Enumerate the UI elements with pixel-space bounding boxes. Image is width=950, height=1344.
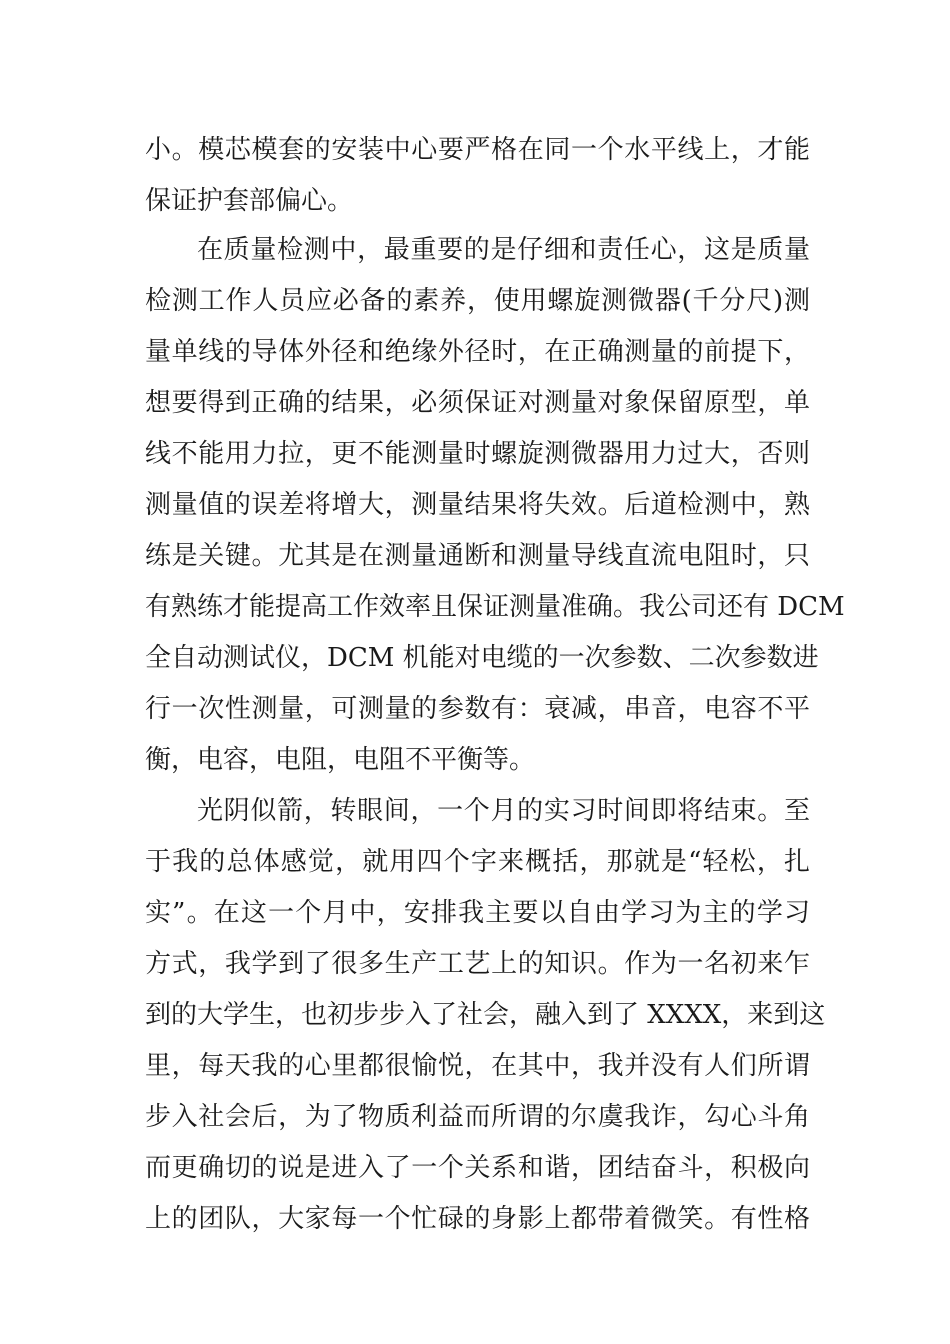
text-line: 衡，电容，电阻，电阻不平衡等。 [145, 745, 536, 775]
paragraph-start-line: 光阴似箭，转眼间，一个月的实习时间即将结束。至 [197, 796, 810, 826]
text-line: 检测工作人员应必备的素养，使用螺旋测微器(千分尺)测 [145, 286, 810, 316]
text-line: 里，每天我的心里都很愉悦，在其中，我并没有人们所谓 [145, 1051, 810, 1081]
text-line: 量单线的导体外径和绝缘外径时，在正确测量的前提下， [145, 337, 810, 367]
text-line: 步入社会后，为了物质利益而所谓的尔虞我诈，勾心斗角 [145, 1102, 810, 1132]
text-line: 方式，我学到了很多生产工艺上的知识。作为一名初来乍 [145, 949, 810, 979]
text-line: 保证护套部偏心。 [145, 186, 354, 216]
text-line: 有熟练才能提高工作效率且保证测量准确。我公司还有 DCM [145, 592, 845, 622]
text-line: 上的团队，大家每一个忙碌的身影上都带着微笑。有性格 [145, 1204, 810, 1234]
text-line: 到的大学生，也初步步入了社会，融入到了 XXXX，来到这 [145, 1000, 826, 1030]
text-line: 于我的总体感觉，就用四个字来概括，那就是“轻松，扎 [145, 847, 810, 877]
text-line: 线不能用力拉，更不能测量时螺旋测微器用力过大，否则 [145, 439, 810, 469]
text-line: 行一次性测量，可测量的参数有：衰减，串音，电容不平 [145, 694, 810, 724]
text-line: 练是关键。尤其是在测量通断和测量导线直流电阻时，只 [145, 541, 810, 571]
text-line: 测量值的误差将增大，测量结果将失效。后道检测中，熟 [145, 490, 810, 520]
paragraph-start-line: 在质量检测中，最重要的是仔细和责任心，这是质量 [197, 235, 810, 265]
text-line: 想要得到正确的结果，必须保证对测量对象保留原型，单 [145, 388, 810, 418]
text-line: 全自动测试仪，DCM 机能对电缆的一次参数、二次参数进 [145, 643, 819, 673]
text-line: 小。模芯模套的安装中心要严格在同一个水平线上，才能 [145, 135, 810, 165]
text-line: 实”。在这一个月中，安排我主要以自由学习为主的学习 [145, 898, 810, 928]
text-line: 而更确切的说是进入了一个关系和谐，团结奋斗，积极向 [145, 1153, 810, 1183]
